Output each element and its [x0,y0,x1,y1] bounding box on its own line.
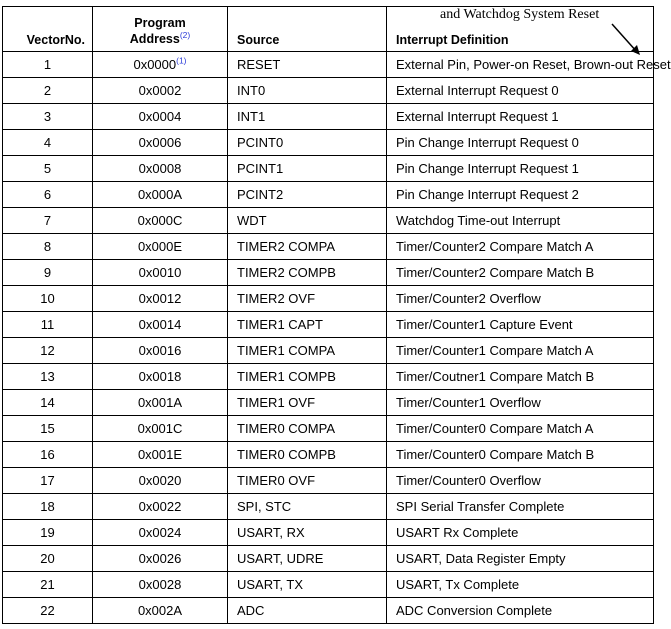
header-program-address-line1: Program [134,16,186,30]
vector-number: 9 [3,260,93,286]
program-address: 0x0020 [93,468,228,494]
table-body [3,52,671,624]
header-vector-no: VectorNo. [3,7,93,52]
interrupt-source: TIMER2 COMPA [228,234,387,260]
table-row [3,468,654,494]
interrupt-definition: External Interrupt Request 0 [387,78,654,104]
vector-number: 19 [3,520,93,546]
header-source: Source [228,7,387,52]
table-row [3,286,654,312]
program-address-value: 0x0000 [133,57,177,72]
header-program-address-line2 [93,31,227,47]
annotation-arrow-icon [610,22,643,58]
program-address: 0x0008 [93,156,228,182]
table-row [3,598,654,624]
interrupt-source: INT0 [228,78,387,104]
interrupt-definition: External Pin, Power-on Reset, Brown-out Reset [387,52,654,78]
vector-number: 16 [3,442,93,468]
interrupt-source: PCINT1 [228,156,387,182]
interrupt-definition: Timer/Counter0 Compare Match B [387,442,654,468]
vector-number: 21 [3,572,93,598]
program-address: 0x000A [93,182,228,208]
interrupt-source: TIMER1 CAPT [228,312,387,338]
vector-number: 18 [3,494,93,520]
program-address: 0x0012 [93,286,228,312]
vector-number: 2 [3,78,93,104]
interrupt-definition: USART, Tx Complete [387,572,654,598]
interrupt-definition: Timer/Counter0 Compare Match A [387,416,654,442]
vector-number: 20 [3,546,93,572]
vector-number: 11 [3,312,93,338]
interrupt-source: USART, TX [228,572,387,598]
interrupt-definition: Watchdog Time-out Interrupt [387,208,654,234]
table-row [3,494,654,520]
table-row [3,442,654,468]
interrupt-definition: Timer/Counter2 Compare Match A [387,234,654,260]
program-address: 0x0018 [93,364,228,390]
interrupt-definition: Timer/Counter1 Compare Match A [387,338,654,364]
table-row [3,104,654,130]
interrupt-source: PCINT2 [228,182,387,208]
interrupt-definition: Timer/Counter1 Capture Event [387,312,654,338]
interrupt-vector-table [2,6,671,624]
vector-number: 3 [3,104,93,130]
table-row [3,208,654,234]
program-address: 0x0014 [93,312,228,338]
program-address: 0x0022 [93,494,228,520]
interrupt-definition: Timer/Coutner1 Compare Match B [387,364,654,390]
program-address: 0x0004 [93,104,228,130]
vector-number: 22 [3,598,93,624]
interrupt-source: USART, UDRE [228,546,387,572]
interrupt-source: PCINT0 [228,130,387,156]
program-address: 0x001A [93,390,228,416]
table-row [3,416,654,442]
table-row [3,130,654,156]
interrupt-definition: External Interrupt Request 1 [387,104,654,130]
program-address: 0x000E [93,234,228,260]
program-address [93,52,228,78]
table-row [3,156,654,182]
program-address: 0x002A [93,598,228,624]
header-program-address-text: Address [129,32,180,46]
footnote-ref-2[interactable]: (2) [179,29,191,40]
vector-number: 14 [3,390,93,416]
program-address: 0x0010 [93,260,228,286]
interrupt-source: TIMER2 OVF [228,286,387,312]
header-program-address [93,7,228,52]
program-address: 0x000C [93,208,228,234]
interrupt-definition: SPI Serial Transfer Complete [387,494,654,520]
program-address: 0x0028 [93,572,228,598]
interrupt-definition: Pin Change Interrupt Request 0 [387,130,654,156]
table-row [3,390,654,416]
table-row [3,546,654,572]
interrupt-source: TIMER0 COMPA [228,416,387,442]
table-row [3,338,654,364]
program-address: 0x001C [93,416,228,442]
interrupt-definition: Timer/Counter2 Overflow [387,286,654,312]
vector-number: 1 [3,52,93,78]
vector-number: 10 [3,286,93,312]
header-interrupt-definition: Interrupt Definition [387,7,654,52]
interrupt-definition: Pin Change Interrupt Request 2 [387,182,654,208]
vector-number: 8 [3,234,93,260]
table-row [3,572,654,598]
interrupt-source: TIMER0 COMPB [228,442,387,468]
table-row [3,234,654,260]
interrupt-source: WDT [228,208,387,234]
table-row [3,260,654,286]
program-address: 0x001E [93,442,228,468]
interrupt-definition: Timer/Counter0 Overflow [387,468,654,494]
interrupt-source: INT1 [228,104,387,130]
interrupt-source: SPI, STC [228,494,387,520]
interrupt-source: TIMER0 OVF [228,468,387,494]
program-address: 0x0016 [93,338,228,364]
interrupt-source: TIMER1 OVF [228,390,387,416]
footnote-ref-1[interactable]: (1) [176,55,187,66]
interrupt-source: USART, RX [228,520,387,546]
program-address: 0x0006 [93,130,228,156]
interrupt-definition: ADC Conversion Complete [387,598,654,624]
table-row [3,312,654,338]
interrupt-definition: USART Rx Complete [387,520,654,546]
vector-number: 4 [3,130,93,156]
interrupt-definition: Timer/Counter2 Compare Match B [387,260,654,286]
program-address: 0x0026 [93,546,228,572]
interrupt-source: ADC [228,598,387,624]
interrupt-definition: Timer/Counter1 Overflow [387,390,654,416]
program-address: 0x0002 [93,78,228,104]
table-row [3,52,654,78]
interrupt-definition: Pin Change Interrupt Request 1 [387,156,654,182]
interrupt-source: TIMER1 COMPB [228,364,387,390]
program-address: 0x0024 [93,520,228,546]
vector-number: 12 [3,338,93,364]
vector-number: 13 [3,364,93,390]
table-row [3,182,654,208]
interrupt-source: TIMER2 COMPB [228,260,387,286]
vector-number: 5 [3,156,93,182]
interrupt-source: TIMER1 COMPA [228,338,387,364]
handwritten-annotation: and Watchdog System Reset [440,7,600,22]
vector-number: 6 [3,182,93,208]
table-row [3,364,654,390]
interrupt-definition: USART, Data Register Empty [387,546,654,572]
vector-number: 15 [3,416,93,442]
table-row [3,78,654,104]
table-row [3,520,654,546]
interrupt-source: RESET [228,52,387,78]
vector-number: 17 [3,468,93,494]
vector-number: 7 [3,208,93,234]
